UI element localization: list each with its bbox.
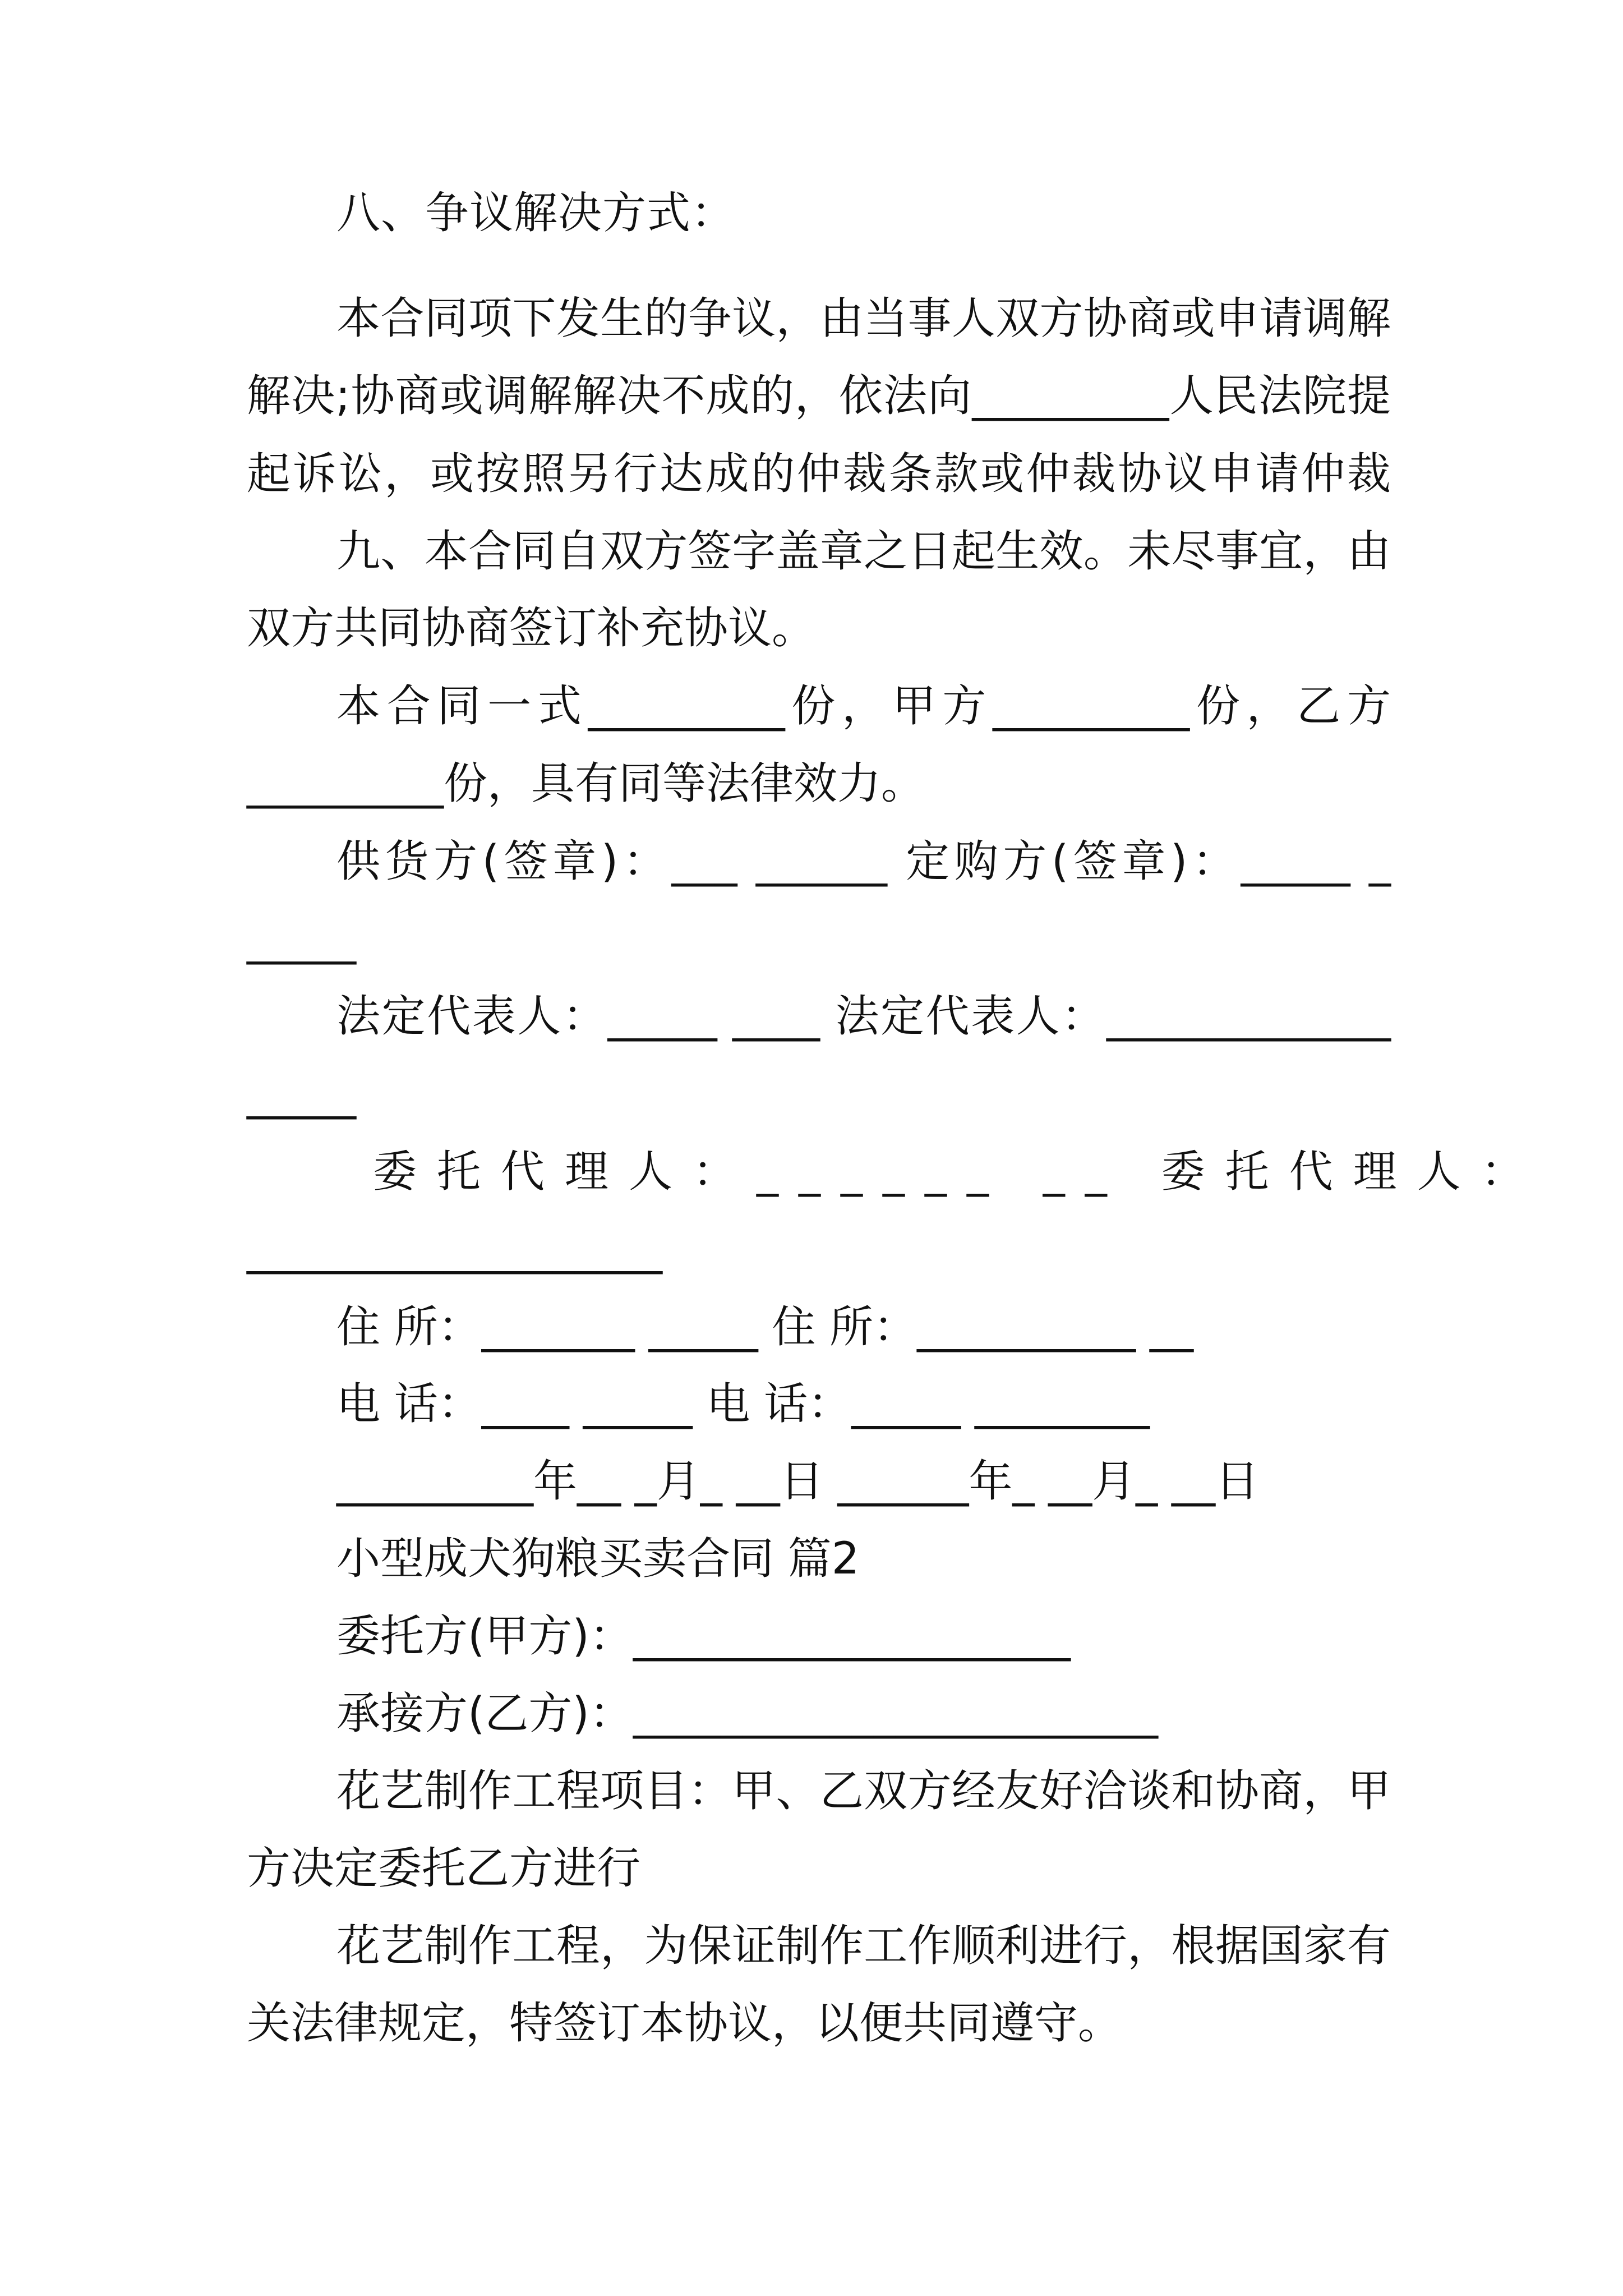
paragraph-line: 花艺制作工程项目：甲、乙双方经友好洽谈和协商，甲 [336,1766,1391,1816]
copies-line: 本合同一式_________份，甲方_________份，乙方 [336,681,1391,731]
agent-line: ___________________ [247,1224,662,1274]
contractor-line: 承接方(乙方)：________________________ [336,1688,1158,1739]
section-title: 小型成犬狗粮买卖合同 篇2 [336,1534,860,1584]
representative-line: 法定代表人：_____ ____ 法定代表人：_____________ [336,991,1391,1042]
copies-line: _________份，具有同等法律效力。 [247,758,925,809]
section-9-line: 九、本合同自双方签字盖章之日起生效。未尽事宜，由 [336,526,1391,577]
paragraph-line: 解决;协商或调解解决不成的，依法向_________人民法院提 [247,371,1391,421]
phone-line: 电 话：____ _____ 电 话：_____ ________ [336,1379,1150,1429]
signature-line: 供货方(签章)：___ ______ 定购方(签章)：_____ _ [336,836,1391,887]
date-line: _________年__ _月_ __日 ______年_ __月_ __日 [336,1456,1259,1507]
signature-line: _____ [247,914,356,965]
agent-line: 委托代理人：______ __ 委托代理人： [373,1147,1545,1197]
paragraph-line: 双方共同协商签订补充协议。 [247,603,816,654]
representative-line: _____ [247,1069,356,1120]
client-line: 委托方(甲方)：____________________ [336,1611,1071,1662]
paragraph-line: 起诉讼，或按照另行达成的仲裁条款或仲裁协议申请仲裁 [247,449,1391,499]
section-8-heading: 八、争议解决方式： [336,188,736,238]
paragraph-line: 花艺制作工程，为保证制作工作顺利进行，根据国家有 [336,1921,1391,1971]
paragraph-line: 方决定委托乙方进行 [247,1843,641,1894]
paragraph-line: 本合同项下发生的争议，由当事人双方协商或申请调解 [336,293,1391,344]
paragraph-line: 关法律规定，特签订本协议，以便共同遵守。 [247,1998,1122,2049]
address-line: 住 所：_______ _____ 住 所：__________ __ [336,1302,1193,1352]
